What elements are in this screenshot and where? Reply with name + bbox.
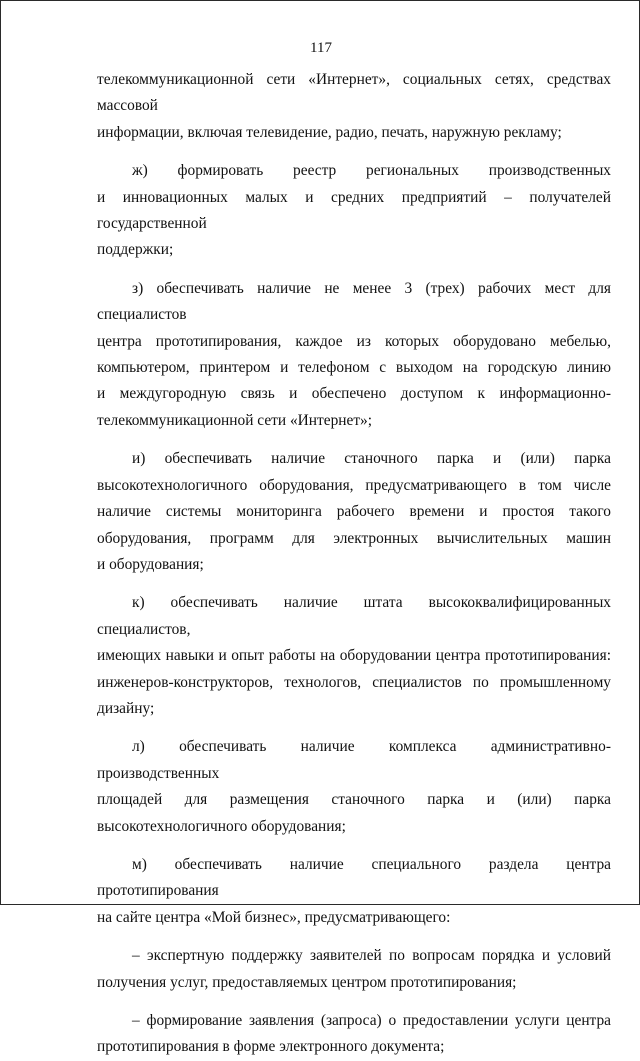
paragraph-item-i [97, 446, 611, 578]
text-line: получения услуг, предоставляемых центром прототипирования; [97, 973, 517, 991]
text-line: телекоммуникационной сети «Интернет», социальных сетях, средствах массовой [97, 71, 611, 115]
text-line: и междугородную связь и обеспечено доступом к информационно- [97, 385, 611, 403]
paragraph-item-m [97, 852, 611, 931]
text-line: и) обеспечивать наличие станочного парка и (или) парка [132, 450, 611, 468]
text-line: телекоммуникационной сети «Интернет»; [97, 411, 373, 429]
text-line: – экспертную поддержку заявителей по вопросам порядка и условий [132, 947, 611, 965]
page-number: 117 [310, 40, 332, 56]
text-line: компьютером, принтером и телефоном с выходом на городскую линию [97, 359, 611, 377]
text-line: дизайну; [97, 699, 155, 717]
document-body [97, 67, 611, 1061]
text-line: оборудования, программ для электронных вычислительных машин [97, 529, 611, 547]
text-line: высокотехнологичного оборудования; [97, 817, 346, 835]
text-line: м) обеспечивать наличие специального раздела центра прототипирования [97, 855, 611, 900]
paragraph-dash-item [97, 943, 611, 996]
paragraph-item-k [97, 590, 611, 722]
paragraph-item-z [97, 276, 611, 434]
paragraph-continuation [97, 67, 611, 146]
text-line: инженеров-конструкторов, технологов, специалистов по промышленному [97, 673, 611, 691]
text-line: – формирование заявления (запроса) о предоставлении услуги центра [132, 1012, 611, 1029]
text-line: наличие системы мониторинга рабочего времени и простоя такого [97, 503, 611, 521]
text-line: имеющих навыки и опыт работы на оборудовании центра прототипирования: [97, 647, 611, 665]
text-line: прототипирования в форме электронного документа; [97, 1038, 445, 1056]
text-line: и инновационных малых и средних предприятий – получателей государственной [97, 188, 611, 233]
text-line: информации, включая телевидение, радио, печать, наружную рекламу; [97, 123, 562, 141]
paragraph-item-zh [97, 158, 611, 264]
text-line: площадей для размещения станочного парка и (или) парка [97, 791, 611, 809]
text-line: л) обеспечивать наличие комплекса административно-производственных [97, 738, 611, 782]
text-line: ж) формировать реестр региональных производственных [132, 162, 611, 180]
text-line: на сайте центра «Мой бизнес», предусматривающего: [97, 908, 451, 926]
text-line: поддержки; [97, 241, 174, 259]
paragraph-item-l [97, 734, 611, 840]
text-line: центра прототипирования, каждое из которых оборудовано мебелью, [97, 332, 611, 350]
text-line: высокотехнологичного оборудования, предусматривающего в том числе [97, 476, 611, 494]
text-line: к) обеспечивать наличие штата высококвалифицированных специалистов, [97, 594, 611, 638]
text-line: з) обеспечивать наличие не менее 3 (трех) рабочих мест для специалистов [97, 279, 611, 324]
text-line: и оборудования; [97, 555, 204, 573]
paragraph-dash-item [97, 1008, 611, 1061]
